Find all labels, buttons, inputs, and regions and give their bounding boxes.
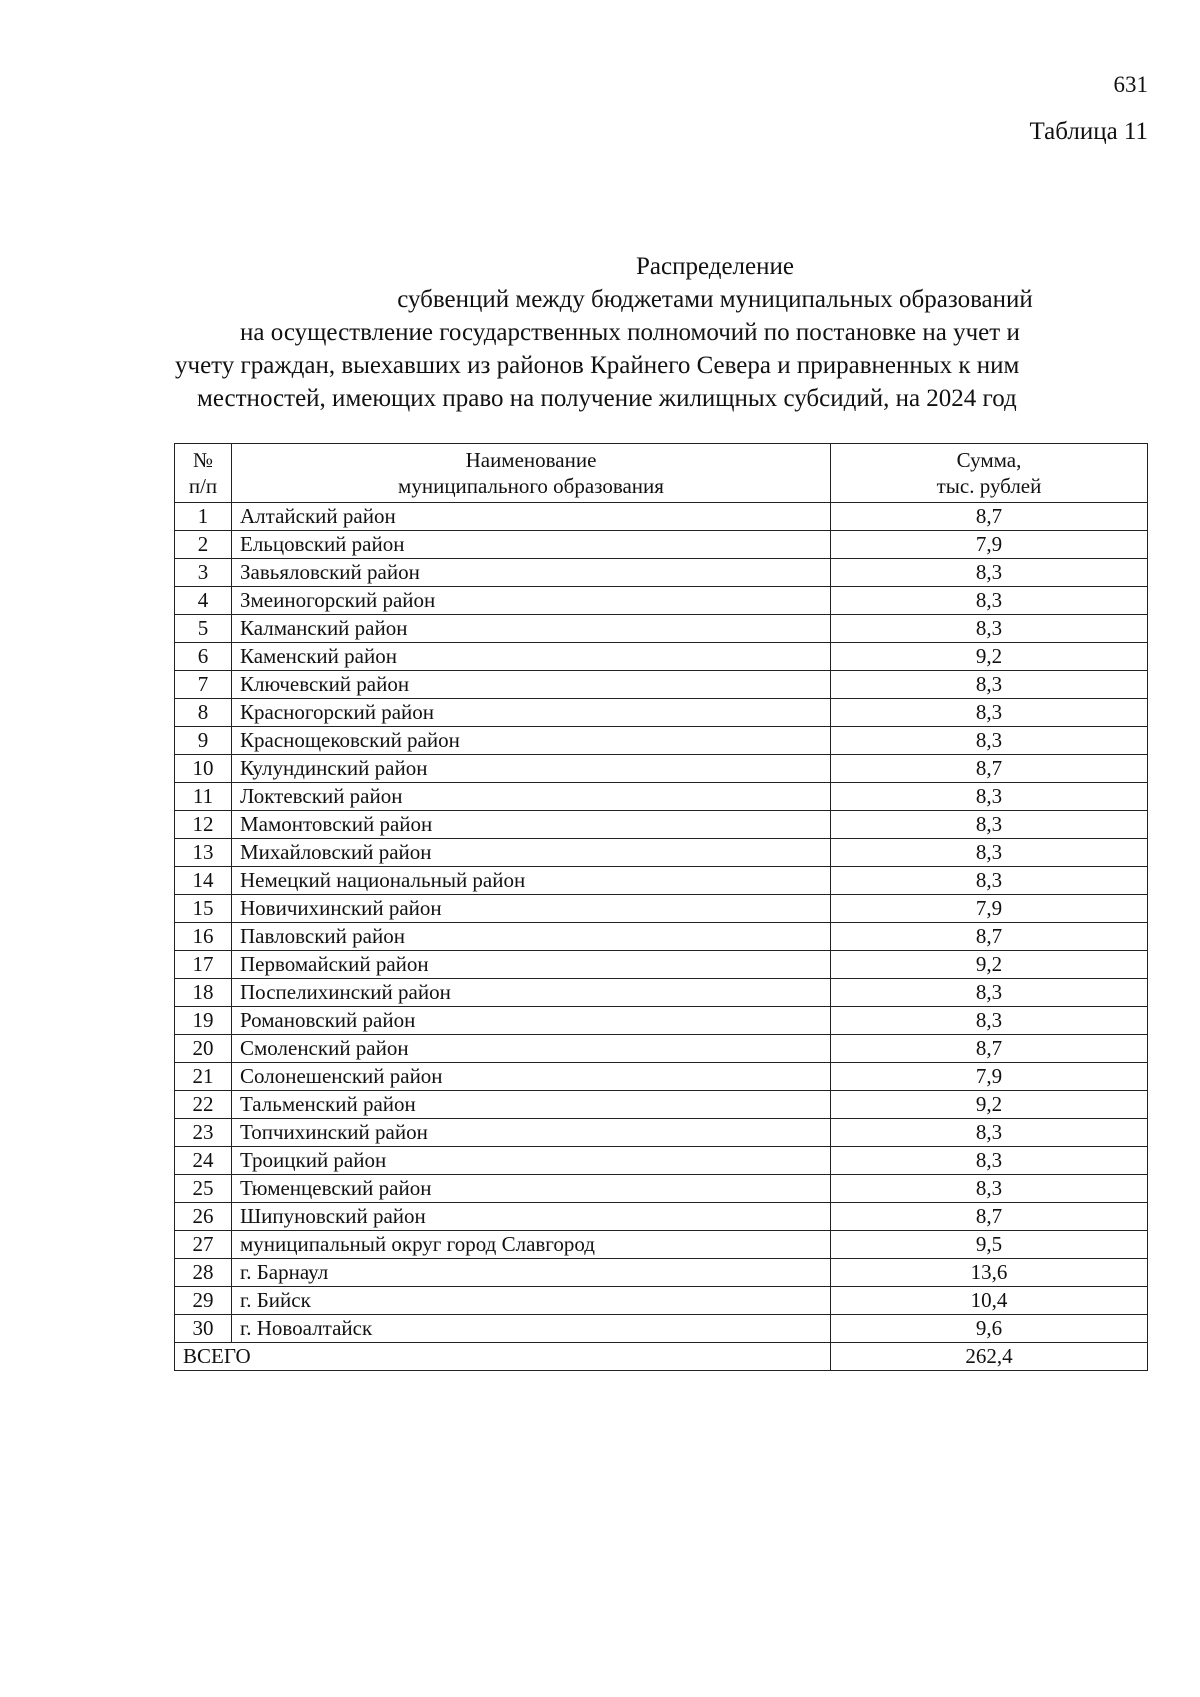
row-number: 17 [175,951,232,979]
row-name: Завьяловский район [232,559,831,587]
distribution-table [174,443,1148,1371]
row-name: Змеиногорский район [232,587,831,615]
row-name: Кулундинский район [232,755,831,783]
row-sum: 8,3 [831,559,1148,587]
row-name: Смоленский район [232,1035,831,1063]
table-row [175,643,1148,671]
row-name: Красногорский район [232,699,831,727]
row-sum: 8,3 [831,839,1148,867]
page-number: 631 [1113,72,1148,97]
row-number: 27 [175,1231,232,1259]
row-sum: 9,6 [831,1315,1148,1343]
table-row [175,783,1148,811]
table-row [175,1063,1148,1091]
table-label: Таблица 11 [1029,118,1148,145]
row-name: Первомайский район [232,951,831,979]
header-num [175,444,232,503]
row-name: Ключевский район [232,671,831,699]
row-name: г. Барнаул [232,1259,831,1287]
row-name: Алтайский район [232,503,831,531]
row-number: 19 [175,1007,232,1035]
table-row [175,951,1148,979]
table-row [175,587,1148,615]
row-number: 25 [175,1175,232,1203]
row-number: 21 [175,1063,232,1091]
row-name: Павловский район [232,923,831,951]
row-name: Тюменцевский район [232,1175,831,1203]
title-line-3: на осуществление государственных полномочий по постановке на учет и [240,319,1020,346]
row-sum: 8,7 [831,923,1148,951]
table-row [175,671,1148,699]
row-number: 2 [175,531,232,559]
title-line-2: субвенций между бюджетами муниципальных образований [397,286,1033,313]
header-num-line2: п/п [188,474,218,498]
row-sum: 8,3 [831,699,1148,727]
table-row [175,923,1148,951]
row-number: 10 [175,755,232,783]
table-row [175,615,1148,643]
row-name: Шипуновский район [232,1203,831,1231]
row-name: Локтевский район [232,783,831,811]
row-sum: 8,7 [831,1203,1148,1231]
table-row [175,755,1148,783]
table-row [175,727,1148,755]
row-number: 3 [175,559,232,587]
row-sum: 7,9 [831,531,1148,559]
row-sum: 8,3 [831,1007,1148,1035]
table-row [175,1091,1148,1119]
row-number: 13 [175,839,232,867]
table-row [175,559,1148,587]
row-name: Топчихинский район [232,1119,831,1147]
row-name: г. Бийск [232,1287,831,1315]
row-sum: 8,3 [831,811,1148,839]
table-row [175,1315,1148,1343]
total-sum: 262,4 [831,1343,1148,1371]
row-sum: 8,3 [831,727,1148,755]
row-name: Троицкий район [232,1147,831,1175]
row-number: 12 [175,811,232,839]
row-sum: 10,4 [831,1287,1148,1315]
row-number: 16 [175,923,232,951]
table-total-row [175,1343,1148,1371]
row-number: 7 [175,671,232,699]
table-row [175,1035,1148,1063]
header-sum-line2: тыс. рублей [936,474,1042,498]
row-name: Михайловский район [232,839,831,867]
table-row [175,531,1148,559]
row-number: 6 [175,643,232,671]
row-name: Солонешенский район [232,1063,831,1091]
row-sum: 8,3 [831,1175,1148,1203]
row-number: 28 [175,1259,232,1287]
row-sum: 8,7 [831,755,1148,783]
row-name: Романовский район [232,1007,831,1035]
row-name: Ельцовский район [232,531,831,559]
title-line-4: учету граждан, выехавших из районов Крайнего Севера и приравненных к ним [175,352,1020,379]
row-sum: 9,2 [831,643,1148,671]
table-row [175,1287,1148,1315]
document-title [175,250,1155,415]
row-name: Немецкий национальный район [232,867,831,895]
title-line-5: местностей, имеющих право на получение жилищных субсидий, на 2024 год [197,385,1017,412]
row-name: Тальменский район [232,1091,831,1119]
table-row [175,503,1148,531]
title-line-1: Распределение [636,253,794,280]
row-sum: 8,3 [831,979,1148,1007]
row-number: 29 [175,1287,232,1315]
row-sum: 9,5 [831,1231,1148,1259]
row-name: Каменский район [232,643,831,671]
row-number: 18 [175,979,232,1007]
table-row [175,1231,1148,1259]
table-row [175,1203,1148,1231]
row-name: Краснощековский район [232,727,831,755]
row-sum: 8,3 [831,615,1148,643]
table-row [175,1007,1148,1035]
row-sum: 8,3 [831,783,1148,811]
row-number: 8 [175,699,232,727]
table-body [175,503,1148,1343]
row-sum: 8,3 [831,1147,1148,1175]
row-number: 14 [175,867,232,895]
table-row [175,1119,1148,1147]
row-number: 15 [175,895,232,923]
row-name: Поспелихинский район [232,979,831,1007]
header-name-line2: муниципального образования [398,474,664,498]
row-sum: 7,9 [831,895,1148,923]
row-number: 4 [175,587,232,615]
table-header-row [175,444,1148,503]
header-num-line1: № [192,448,214,472]
row-number: 30 [175,1315,232,1343]
row-sum: 8,3 [831,587,1148,615]
row-name: Мамонтовский район [232,811,831,839]
table-row [175,895,1148,923]
row-number: 26 [175,1203,232,1231]
table-row [175,839,1148,867]
row-sum: 7,9 [831,1063,1148,1091]
table-row [175,867,1148,895]
row-sum: 8,7 [831,1035,1148,1063]
total-label: ВСЕГО [175,1343,831,1371]
table-row [175,1259,1148,1287]
header-sum [831,444,1148,503]
row-sum: 9,2 [831,1091,1148,1119]
row-name: г. Новоалтайск [232,1315,831,1343]
header-sum-line1: Сумма, [956,448,1022,472]
table-row [175,811,1148,839]
table-row [175,1147,1148,1175]
row-sum: 9,2 [831,951,1148,979]
table-row [175,699,1148,727]
table-row [175,979,1148,1007]
row-name: муниципальный округ город Славгород [232,1231,831,1259]
row-sum: 8,3 [831,671,1148,699]
row-sum: 8,3 [831,867,1148,895]
row-number: 20 [175,1035,232,1063]
row-sum: 13,6 [831,1259,1148,1287]
header-name [232,444,831,503]
header-name-line1: Наименование [465,448,597,472]
row-number: 5 [175,615,232,643]
row-number: 9 [175,727,232,755]
row-name: Новичихинский район [232,895,831,923]
row-name: Калманский район [232,615,831,643]
row-sum: 8,3 [831,1119,1148,1147]
row-sum: 8,7 [831,503,1148,531]
row-number: 23 [175,1119,232,1147]
table-row [175,1175,1148,1203]
row-number: 11 [175,783,232,811]
row-number: 22 [175,1091,232,1119]
row-number: 1 [175,503,232,531]
row-number: 24 [175,1147,232,1175]
